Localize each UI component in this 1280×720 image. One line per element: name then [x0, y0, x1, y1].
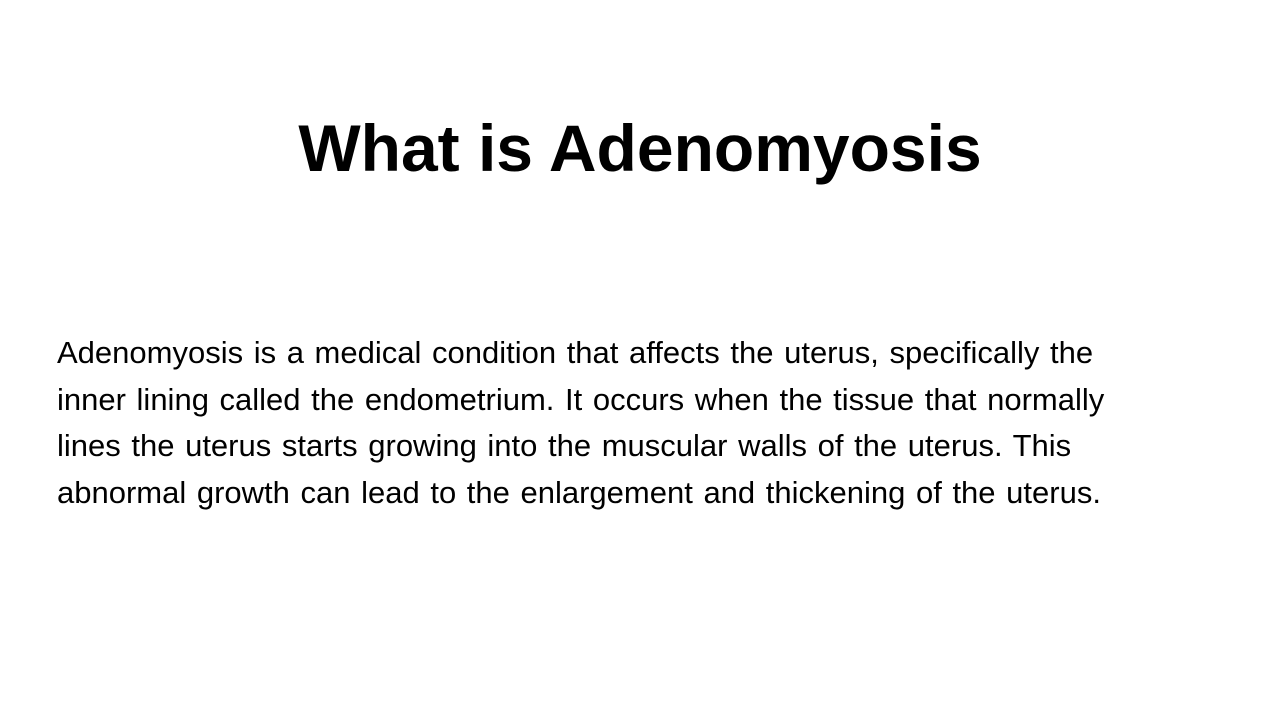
slide-body-text [57, 330, 1237, 516]
body-line: inner lining called the endometrium. It occurs when the tissue that normally [57, 381, 1105, 417]
slide-title: What is Adenomyosis [298, 111, 982, 185]
body-line: Adenomyosis is a medical condition that affects the uterus, specifically the [57, 335, 1094, 370]
body-line: lines the uterus starts growing into the muscular walls of the uterus. This [57, 428, 1072, 463]
body-line: abnormal growth can lead to the enlargement and thickening of the uterus. [57, 474, 1101, 510]
